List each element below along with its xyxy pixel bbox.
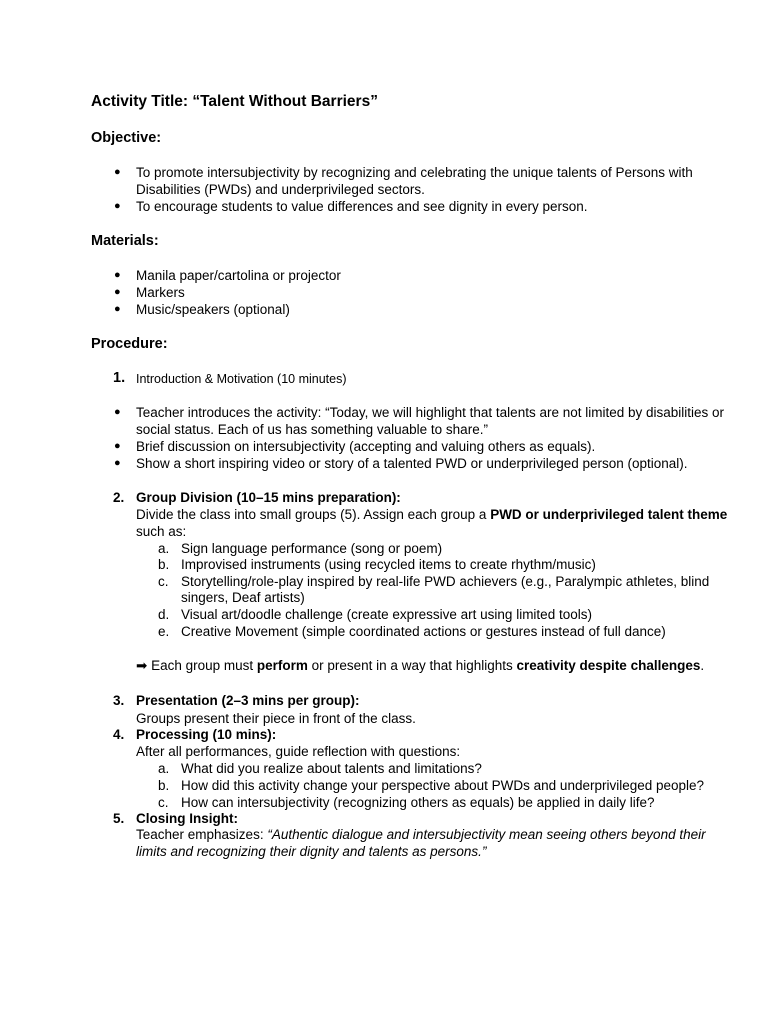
step-3-description: Groups present their piece in front of the class.: [136, 711, 416, 726]
step-2-note: [136, 657, 704, 674]
bullet-icon: ●: [114, 440, 121, 452]
bullet-icon: ●: [114, 457, 121, 469]
step-2-desc-text: Divide the class into small groups (5). Assign each group a: [136, 507, 491, 522]
procedure-heading: Procedure:: [91, 336, 168, 352]
step-5-label: Closing Insight:: [136, 811, 238, 826]
option-letter: d.: [158, 607, 170, 622]
question-a: What did you realize about talents and limitations?: [181, 761, 482, 776]
bullet-icon: ●: [114, 406, 121, 418]
objective-item-1-line1: To promote intersubjectivity by recognizing and celebrating the unique talents of Persons with: [136, 165, 693, 180]
step-5-desc-text: Teacher emphasizes:: [136, 827, 268, 842]
step-4-description: After all performances, guide reflection with questions:: [136, 744, 461, 759]
step-1-number: 1.: [113, 370, 126, 386]
step-5-quote: “Authentic dialogue and intersubjectivity mean seeing others beyond their: [267, 827, 706, 842]
step-2-description: [136, 506, 727, 523]
option-b: Improvised instruments (using recycled items to create rhythm/music): [181, 557, 596, 572]
step-4-label: Processing (10 mins):: [136, 727, 277, 742]
option-a: Sign language performance (song or poem): [181, 541, 443, 556]
bullet-icon: ●: [114, 269, 121, 281]
option-letter: a.: [158, 541, 170, 556]
activity-title: Activity Title: “Talent Without Barriers”: [91, 93, 378, 110]
objective-item-2: To encourage students to value differences and see dignity in every person.: [136, 199, 588, 214]
question-b: How did this activity change your perspective about PWDs and underprivileged people?: [181, 778, 705, 793]
step-1-bullet-1-line1: Teacher introduces the activity: “Today, we will highlight that talents are not limited by disabilities or: [136, 405, 725, 420]
option-c-line1: Storytelling/role-play inspired by real-life PWD achievers (e.g., Paralympic athletes, blind: [181, 574, 710, 589]
step-3-label: Presentation (2–3 mins per group):: [136, 693, 360, 708]
step-1-bullet-1-line2: social status. Each of us has something valuable to share.”: [136, 422, 488, 437]
step-5-description: [136, 826, 706, 843]
step-1-bullet-3: Show a short inspiring video or story of a talented PWD or underprivileged person (optional).: [136, 456, 688, 471]
materials-heading: Materials:: [91, 233, 159, 249]
step-3-number: 3.: [113, 693, 125, 708]
note-bold: creativity despite challenges: [516, 658, 701, 673]
bullet-icon: ●: [114, 303, 121, 315]
materials-item-2: Markers: [136, 285, 185, 300]
step-2-desc-bold: PWD or underprivileged talent theme: [490, 507, 728, 522]
bullet-icon: ●: [114, 286, 121, 298]
arrow-right-icon: ➡: [136, 658, 148, 673]
option-c-line2: singers, Deaf artists): [181, 590, 305, 605]
step-2-number: 2.: [113, 490, 125, 505]
materials-item-3: Music/speakers (optional): [136, 302, 290, 317]
bullet-icon: ●: [114, 200, 121, 212]
note-text: or present in a way that highlights: [307, 658, 517, 673]
note-text: .: [700, 658, 705, 673]
question-letter: a.: [158, 761, 170, 776]
step-4-number: 4.: [113, 727, 125, 742]
step-2-description-line2: such as:: [136, 524, 187, 539]
question-letter: b.: [158, 778, 170, 793]
bullet-icon: ●: [114, 166, 121, 178]
question-letter: c.: [158, 795, 169, 810]
step-1-label: Introduction & Motivation (10 minutes): [136, 372, 347, 386]
option-letter: c.: [158, 574, 169, 589]
objective-item-1-line2: Disabilities (PWDs) and underprivileged sectors.: [136, 182, 425, 197]
note-bold: perform: [256, 658, 308, 673]
question-c: How can intersubjectivity (recognizing others as equals) be applied in daily life?: [181, 795, 655, 810]
step-5-quote-line2: limits and recognizing their dignity and talents as persons.”: [136, 844, 487, 859]
step-1-bullet-2: Brief discussion on intersubjectivity (accepting and valuing others as equals).: [136, 439, 596, 454]
materials-item-1: Manila paper/cartolina or projector: [136, 268, 341, 283]
option-letter: b.: [158, 557, 170, 572]
step-5-number: 5.: [113, 811, 125, 826]
note-text: Each group must: [147, 658, 257, 673]
option-e: Creative Movement (simple coordinated actions or gestures instead of full dance): [181, 624, 666, 639]
option-d: Visual art/doodle challenge (create expressive art using limited tools): [181, 607, 592, 622]
objective-heading: Objective:: [91, 130, 162, 146]
step-2-label: Group Division (10–15 mins preparation):: [136, 490, 401, 505]
option-letter: e.: [158, 624, 170, 639]
